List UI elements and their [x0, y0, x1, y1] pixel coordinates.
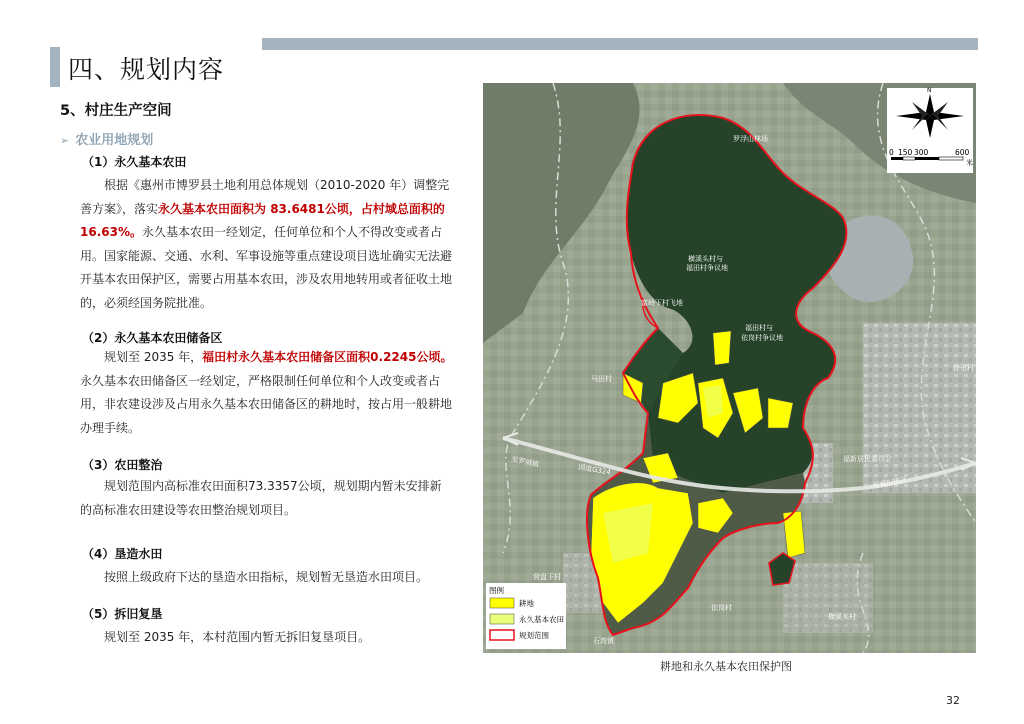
paragraph-2-text-c: 永久基本农田储备区一经划定，严格限制任何单位和个人改变或者占用，非农建设涉及占用永久基本农田储备区的耕地时，按占用一般耕地办理手续。 [80, 373, 453, 435]
map-label-guodao: 国道G324 [577, 463, 612, 477]
item-heading-4: （4）垦造水田 [82, 547, 163, 561]
item-heading-1: （1）永久基本农田 [82, 155, 187, 169]
legend-basic-farmland-swatch [490, 614, 514, 624]
map-label-fulong: 富岭下村飞地 [641, 299, 683, 307]
scale-unit: 米 [966, 159, 973, 167]
paragraph-2 [80, 346, 453, 440]
map-label-luofu: 罗浮山林场 [733, 135, 768, 143]
paragraph-4-text: 按照上级政府下达的垦造水田指标，规划暂无垦造水田项目。 [104, 570, 429, 584]
paragraph-1-text-a: 根据《惠州市博罗县土地利用总体规划（2010-2020 年）调整完善方案》，落实 [80, 178, 450, 216]
map-label-yingpan: 营盘下村 [533, 573, 561, 581]
map-caption: 耕地和永久基本农田保护图 [660, 660, 792, 673]
scale-tick-1: 150 [898, 148, 913, 157]
page-number: 32 [946, 694, 960, 707]
map-label-matian: 马田村 [591, 375, 612, 383]
paragraph-3 [80, 475, 453, 522]
item-heading-3: （3）农田整治 [82, 458, 163, 472]
scale-tick-2: 300 [914, 148, 929, 157]
header-decoration-bar [262, 38, 978, 50]
paragraph-5-text: 规划至 2035 年，本村范围内暂无拆旧复垦项目。 [104, 630, 371, 644]
map-legend [486, 583, 566, 649]
map-label-futian-1: 福田村与 [745, 324, 773, 332]
subsection-heading [60, 129, 153, 148]
map-label-hengxitou: 横溪头村 [828, 613, 856, 621]
paragraph-1-text-c: 永久基本农田一经划定，任何单位和个人不得改变或者占用。国家能源、交通、水利、军事设施等重点建设项目选址确实无法避开基本农田保护区，需要占用基本农田，涉及农用地转用或者征收土地的，必须经国务院批准。 [80, 225, 453, 310]
map-label-zhiluo: 至罗城镇 [510, 455, 540, 469]
paragraph-2-text-a: 规划至 2035 年， [104, 350, 203, 364]
map-label-hengxi-1: 横溪头村与 [688, 255, 723, 263]
north-label: N [927, 87, 932, 94]
legend-basic-farmland-label: 永久基本农田 [519, 615, 564, 624]
page-title: 四、规划内容 [68, 55, 225, 84]
section-title: 5、村庄生产空间 [60, 103, 172, 119]
map-label-xutian: 徐田村 [953, 364, 974, 372]
paragraph-1-highlight: 永久基本农田面积为 83.6481公顷，占村域总面积的16.63%。 [80, 201, 445, 239]
paragraph-2-highlight: 福田村永久基本农田储备区面积0.2245公顷。 [202, 350, 453, 364]
scale-tick-0: 0 [889, 148, 894, 157]
farmland-protection-map [483, 83, 976, 653]
map-label-shiwan: 石湾镇 [593, 637, 614, 645]
legend-boundary-swatch [490, 630, 514, 640]
paragraph-1 [80, 174, 453, 315]
item-heading-5: （5）拆旧复垦 [82, 607, 163, 621]
paragraph-5 [80, 626, 453, 650]
legend-farmland-label: 耕地 [519, 599, 534, 608]
subsection-title: 农业用地规划 [75, 133, 154, 148]
map-label-fuxin: 福新居民委员会 [843, 455, 892, 463]
map-label-hengxi-2: 福田村争议地 [686, 264, 728, 272]
title-accent-bar [50, 47, 60, 87]
map-label-yigang: 依岗村 [711, 604, 732, 612]
paragraph-4 [80, 566, 453, 590]
legend-title: 图例 [489, 586, 504, 595]
scale-tick-3: 600 [955, 148, 970, 157]
legend-boundary-label: 规划范围 [519, 631, 549, 640]
map-label-futian-2: 依岗村争议地 [741, 334, 783, 342]
legend-farmland-swatch [490, 598, 514, 608]
paragraph-3-text: 规划范围内高标准农田面积73.3357公顷，规划期内暂未安排新的高标准农田建设等农田整治规划项目。 [80, 479, 442, 517]
north-arrow-scale-box [887, 87, 973, 173]
arrow-bullet-icon: ➢ [60, 134, 70, 147]
item-heading-2: （2）永久基本农田储备区 [82, 331, 223, 345]
map-label-zhihu: 至福田镇区 [871, 476, 908, 490]
